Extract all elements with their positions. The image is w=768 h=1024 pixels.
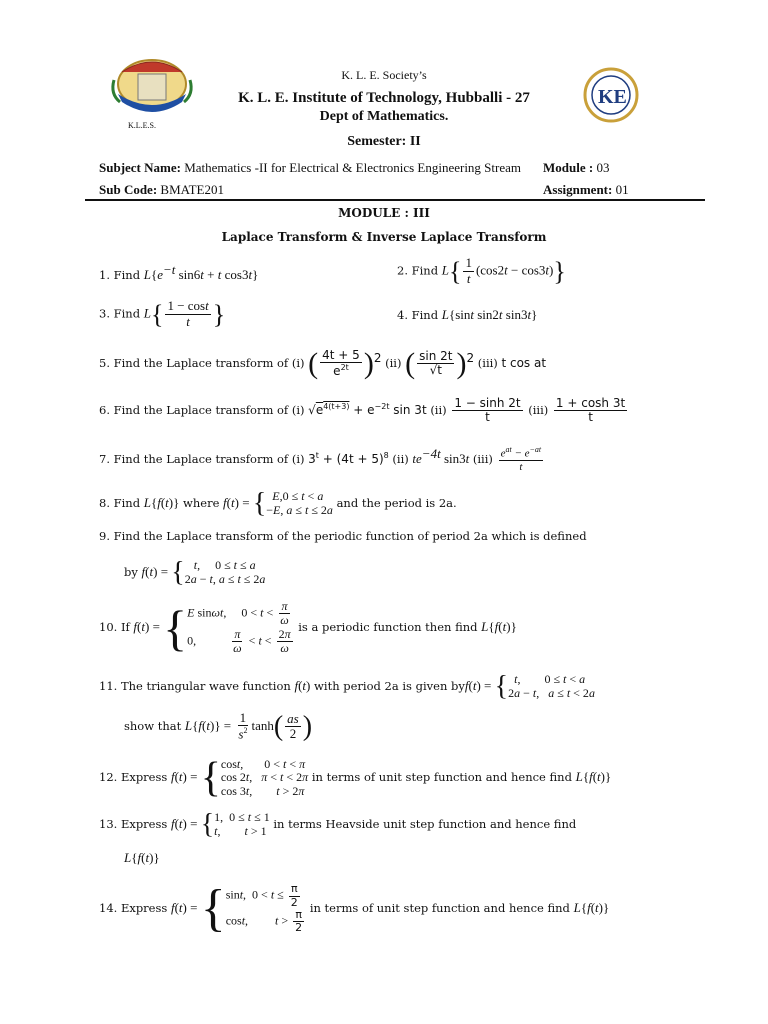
subject-label: Subject Name: <box>99 160 181 175</box>
dept-name: Dept of Mathematics. <box>319 109 449 124</box>
question-2: 2. Find L{ $\frac{1}{t}$ (cos2t − cos3t)} <box>397 255 566 286</box>
subcode-row <box>99 182 224 198</box>
question-14: 14. Express f(t) = { sint, 0 < t ≤ $\frac{\pi}{2}$ cost, t > $\frac{\pi}{2}$ in terms of unit step function and hence find L{f(t)} <box>99 880 610 937</box>
subject-value: Mathematics -II for Electrical & Electronics Engineering Stream <box>184 160 521 175</box>
question-13-result: L{f(t)} <box>124 850 160 865</box>
question-13: 13. Express f(t) = { 1, 0 ≤ t ≤ 1 t, t > 1 in terms Heavside unit step function and hence find <box>99 809 577 840</box>
module-value: 03 <box>596 160 610 175</box>
question-9-line-1: 9. Find the Laplace transform of the periodic function of period 2a which is defined <box>99 529 587 543</box>
module-title: MODULE : III <box>338 206 430 220</box>
question-9-line-2: by f(t) = { t, 0 ≤ t ≤ a 2a − t, a ≤ t ≤ 2a <box>124 557 266 588</box>
topic-title: Laplace Transform & Inverse Laplace Transform <box>221 230 547 244</box>
question-10: 10. If f(t) = { E sinωt, 0 < t < $\frac{\pi}{\omega}$ 0, $\frac{\pi}{\omega}$ < t < $\frac{2\pi}{\omega}$ is a periodic function then find L{f(t)} <box>99 599 517 656</box>
institute-name: K. L. E. Institute of Technology, Hubballi - 27 <box>238 90 530 106</box>
assignment-row <box>543 182 629 198</box>
left-logo-caption: K.L.E.S. <box>128 121 156 130</box>
society-name: K. L. E. Society’s <box>341 68 427 82</box>
subcode-value: BMATE201 <box>160 182 224 197</box>
question-5: 5. Find the Laplace transform of (i) ( $\frac{4t + 5}{e^{2t}}$ )$^2$ (ii) ( $\frac{\sin 2t}{√t}$ )$^2$ (iii) t cos at <box>99 347 547 380</box>
assignment-value: 01 <box>615 182 629 197</box>
question-8: 8. Find L{f(t)} where f(t) = { E,0 ≤ t < a −E, a ≤ t ≤ 2a and the period is 2a. <box>99 488 457 519</box>
question-3: 3. Find L{ $\frac{1 - \cos t}{t}$ } <box>99 298 226 329</box>
module-label: Module : <box>543 160 594 175</box>
assignment-label: Assignment: <box>543 182 613 197</box>
svg-text:KE: KE <box>598 86 627 108</box>
question-4: 4. Find L{sint sin2t sin3t} <box>397 307 538 322</box>
question-6: 6. Find the Laplace transform of (i) $√e^{4(t+3)} + e^{-2t}$ sin 3t (ii) $\frac{1 - \sinh 2t}{t}$ (iii) $\frac{1 + \cosh 3t}{t}$ <box>99 396 626 425</box>
question-11-show: show that L{f(t)} = $\frac{1}{s^2}$ tanh( $\frac{as}{2}$ ) <box>124 710 313 742</box>
semester: Semester: II <box>347 134 421 149</box>
question-1: 1. Find $L\{e^{-t}$ sin6t + t cos3t} <box>99 262 259 282</box>
subcode-label: Sub Code: <box>99 182 158 197</box>
question-12: 12. Express f(t) = { cost, 0 < t < π cos 2t, π < t < 2π cos 3t, t > 2π in terms of unit step function and hence find L{f(t)} <box>99 755 612 801</box>
question-7: 7. Find the Laplace transform of (i) $3^t + (4t + 5)^8$ (ii) $te^{-4t}$ sin3t (iii) $\frac{e^{at} - e^{-at}}{t}$ <box>99 445 542 473</box>
question-11: 11. The triangular wave function f(t) with period 2a is given byf(t) = { t, 0 ≤ t < a 2a − t, a ≤ t < 2a <box>99 671 595 702</box>
subject-row <box>99 160 521 176</box>
module-row <box>543 160 609 176</box>
header-divider <box>85 199 705 201</box>
